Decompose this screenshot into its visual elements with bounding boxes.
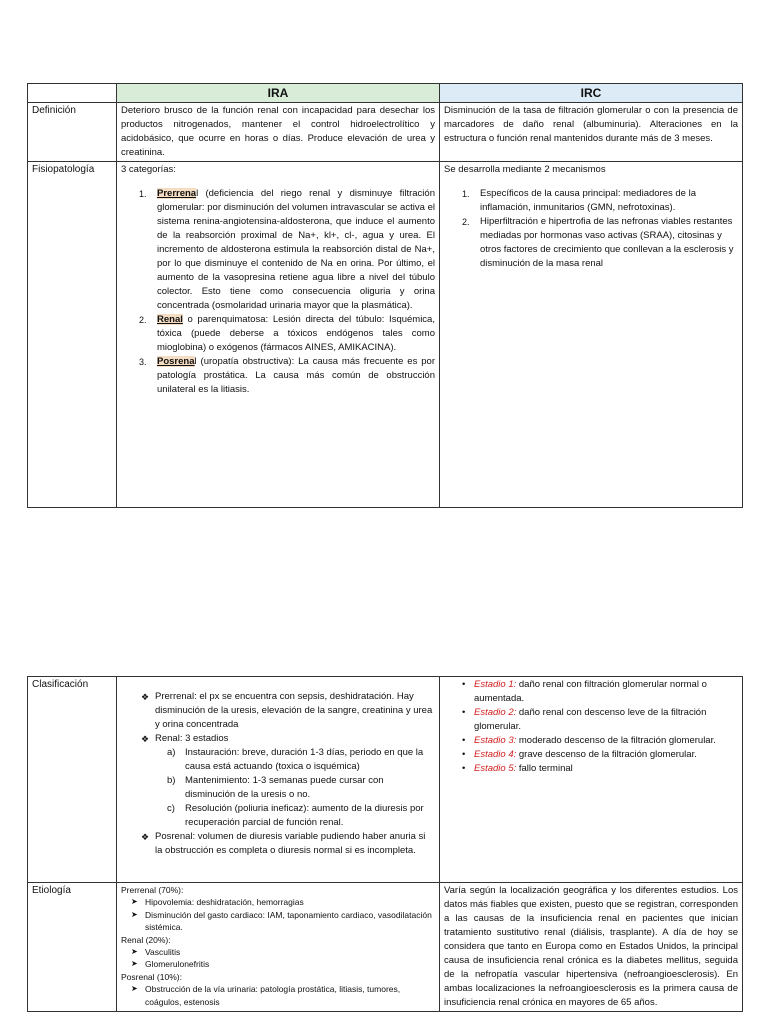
row-fisiopatologia [28,162,743,508]
bullet-icon: • [462,679,466,690]
stage-name: Estadio 2: [474,707,517,718]
list-text: Posrenal: volumen de diuresis variable pudiendo haber anuria si la obstrucción es completa o diuresis normal si es incompleta. [155,831,426,856]
list-text: (uropatía obstructiva): La causa más frecuente es por patología prostática. La causa más común de obstrucción unilateral es la litiasis. [157,356,435,395]
etiologia-irc: Varía según la localización geográfica y los diferentes estudios. Los datos más fiables que existen, puesto que se registran, corresponden a las causas de la insuficiencia renal en pacientes que inician tratamiento sustitutivo renal (diálisis, trasplante). A día de hoy se considera que tanto en Europa como en Estados Unidos, la principal causa de insuficiencia renal crónica es la diabetes mellitus, seguida de la nefropatía vascular hipertensiva (nefroangioesclerosis). En ambas localizaciones la nefroangioesclerosis es la primera causa de insuficiencia renal crónica en mayores de 65 años. [440,883,743,1012]
list-text: Glomerulonefritis [145,959,210,970]
clasificacion-irc [440,677,743,883]
stage-name: Estadio 5: [474,763,517,774]
row-label-clasificacion: Clasificación [28,677,117,883]
diamond-bullet-icon: ❖ [141,734,150,744]
definicion-irc: Disminución de la tasa de filtración glomerular o con la presencia de marcadores de daño renal (albuminuria). Alteraciones en la estructura o función renal mantenidos durante más de 3 meses. [440,103,743,162]
list-number: 1. [139,189,147,199]
list-item [462,748,738,762]
row-etiologia [28,883,743,1012]
empty-header-cell [28,84,117,103]
list-text: o parenquimatosa: Lesión directa del túbulo: Isquémica, tóxica (puede deberse a tóxicos endógenos tales como mioglobina) o exógenos (fármacos AINES, AMIKACINA). [157,314,435,353]
list-text: Hipovolemia: deshidratación, hemorragias [145,897,304,908]
list-number: 2. [462,217,470,227]
list-item [131,946,435,958]
list-text: Renal: 3 estadios [155,733,229,744]
list-item [462,678,738,706]
list-number: 1. [462,189,470,199]
list-item [462,734,738,748]
prerrenal-cause-list [121,896,435,933]
list-text: Disminución del gasto cardiaco: IAM, taponamiento cardiaco, vasodilatación sistémica. [145,909,432,933]
highlight-keyword: Posrena [157,356,195,367]
header-irc: IRC [440,84,743,103]
row-label-definicion: Definición [28,103,117,162]
list-number: 2. [139,315,147,325]
arrow-bullet-icon: ➤ [131,959,138,969]
list-item [141,690,435,732]
list-item [141,732,435,830]
stage-text: fallo terminal [516,763,573,774]
sub-text: Mantenimiento: 1-3 semanas puede cursar con disminución de la uresis o no. [185,775,384,800]
highlight-keyword: Prerrena [157,188,197,199]
irc-intro: Se desarrolla mediante 2 mecanismos [444,164,606,175]
list-item [139,355,435,397]
row-label-etiologia: Etiología [28,883,117,1012]
list-item [462,762,738,776]
list-number: 3. [139,357,147,367]
stage-text: daño renal con filtración glomerular normal o aumentada. [474,679,707,704]
sub-letter: c) [167,803,175,814]
arrow-bullet-icon: ➤ [131,984,138,994]
bullet-icon: • [462,707,466,718]
list-item [131,958,435,970]
list-item [141,830,435,858]
list-text: Hiperfiltración e hipertrofia de las nefronas viables restantes mediadas por hormonas vaso activas (SRAA), citosinas y otros factores de crecimiento que conllevan a la esclerosis y disminución de la masa renal [480,216,734,269]
comparison-table-1 [27,83,743,508]
etiologia-ira [117,883,440,1012]
stage-text: moderado descenso de la filtración glomerular. [516,735,716,746]
list-text: Obstrucción de la vía urinaria: patología prostática, litiasis, tumores, coágulos, estenosis [145,984,401,1007]
list-item [139,313,435,355]
header-row [28,84,743,103]
definicion-ira: Deterioro brusco de la función renal con incapacidad para desechar los productos nitrogenados, mantener el control hidroelectrolítico y acidobásico, que ocurre en horas o días. Produce elevación de urea y creatinina. [117,103,440,162]
keyword-tail: l [196,188,199,199]
list-item [462,187,738,215]
keyword-tail: l [194,356,197,367]
stage-name: Estadio 4: [474,749,517,760]
irc-mechanism-list [444,187,738,271]
header-ira: IRA [117,84,440,103]
bullet-icon: • [462,749,466,760]
row-definicion [28,103,743,162]
renal-cause-list [121,946,435,971]
list-item [139,187,435,313]
list-item [131,896,435,908]
list-text: (deficiencia del riego renal y disminuye filtración glomerular: por disminución del volumen intravascular se activa el sistema renina-angiotensina-aldosterona, que induce el aumento de la reabsorción proximal de Na+, kl+, cl-, agua y urea. El incremento de aldosterona estimula la reabsorción distal de Na+, por lo que disminuye el contenido de Na en orina. Por último, el aumento de la vasopresina retiene agua libre a nivel del túbulo colector. Esto tiene como consecuencia oliguria y orina concentrada (osmolaridad urinaria mayor que la plasmática). [157,188,435,311]
stage-text: grave descenso de la filtración glomerular. [516,749,697,760]
sub-letter: b) [167,775,176,786]
posrenal-heading: Posrenal (10%): [121,971,182,982]
arrow-bullet-icon: ➤ [131,897,138,907]
ira-category-list [121,187,435,397]
prerrenal-heading: Prerrenal (70%): [121,885,184,895]
list-item [131,983,435,1008]
posrenal-cause-list [121,983,435,1008]
stage-text: daño renal con descenso leve de la filtración glomerular. [474,707,707,732]
list-text: Vasculitis [145,947,181,958]
ira-intro: 3 categorías: [121,164,176,175]
ira-classification-list [121,690,435,858]
diamond-bullet-icon: ❖ [141,692,150,702]
clasificacion-ira [117,677,440,883]
arrow-bullet-icon: ➤ [131,909,138,919]
fisiopatologia-irc [440,162,743,508]
list-text: Específicos de la causa principal: mediadores de la inflamación, inmunitarios (GMN, nefrotoxinas). [480,188,696,213]
arrow-bullet-icon: ➤ [131,947,138,957]
stage-name: Estadio 1: [474,679,517,690]
renal-stage-list [155,746,435,830]
bullet-icon: • [462,763,466,774]
sub-letter: a) [167,747,176,758]
row-label-fisiopatologia: Fisiopatología [28,162,117,508]
list-text: Prerrenal: el px se encuentra con sepsis, deshidratación. Hay disminución de la uresis, elevación de la sangre, creatinina y urea y orina concentrada [155,691,433,730]
sub-text: Instauración: breve, duración 1-3 días, periodo en que la causa está actuando (toxica o isquémica) [185,747,424,772]
list-item [462,706,738,734]
row-clasificacion [28,677,743,883]
list-item [462,215,738,271]
comparison-table-2 [27,676,743,1012]
fisiopatologia-ira [117,162,440,508]
list-item [131,909,435,934]
highlight-keyword: Renal [157,314,183,325]
diamond-bullet-icon: ❖ [141,832,150,842]
sub-text: Resolución (poliuria ineficaz): aumento de la diuresis por recuperación parcial de función renal. [185,803,424,828]
sub-list-item [167,802,435,830]
sub-list-item [167,746,435,774]
renal-heading: Renal (20%): [121,934,171,945]
irc-stage-list [444,678,738,776]
bullet-icon: • [462,735,466,746]
stage-name: Estadio 3: [474,735,517,746]
sub-list-item [167,774,435,802]
